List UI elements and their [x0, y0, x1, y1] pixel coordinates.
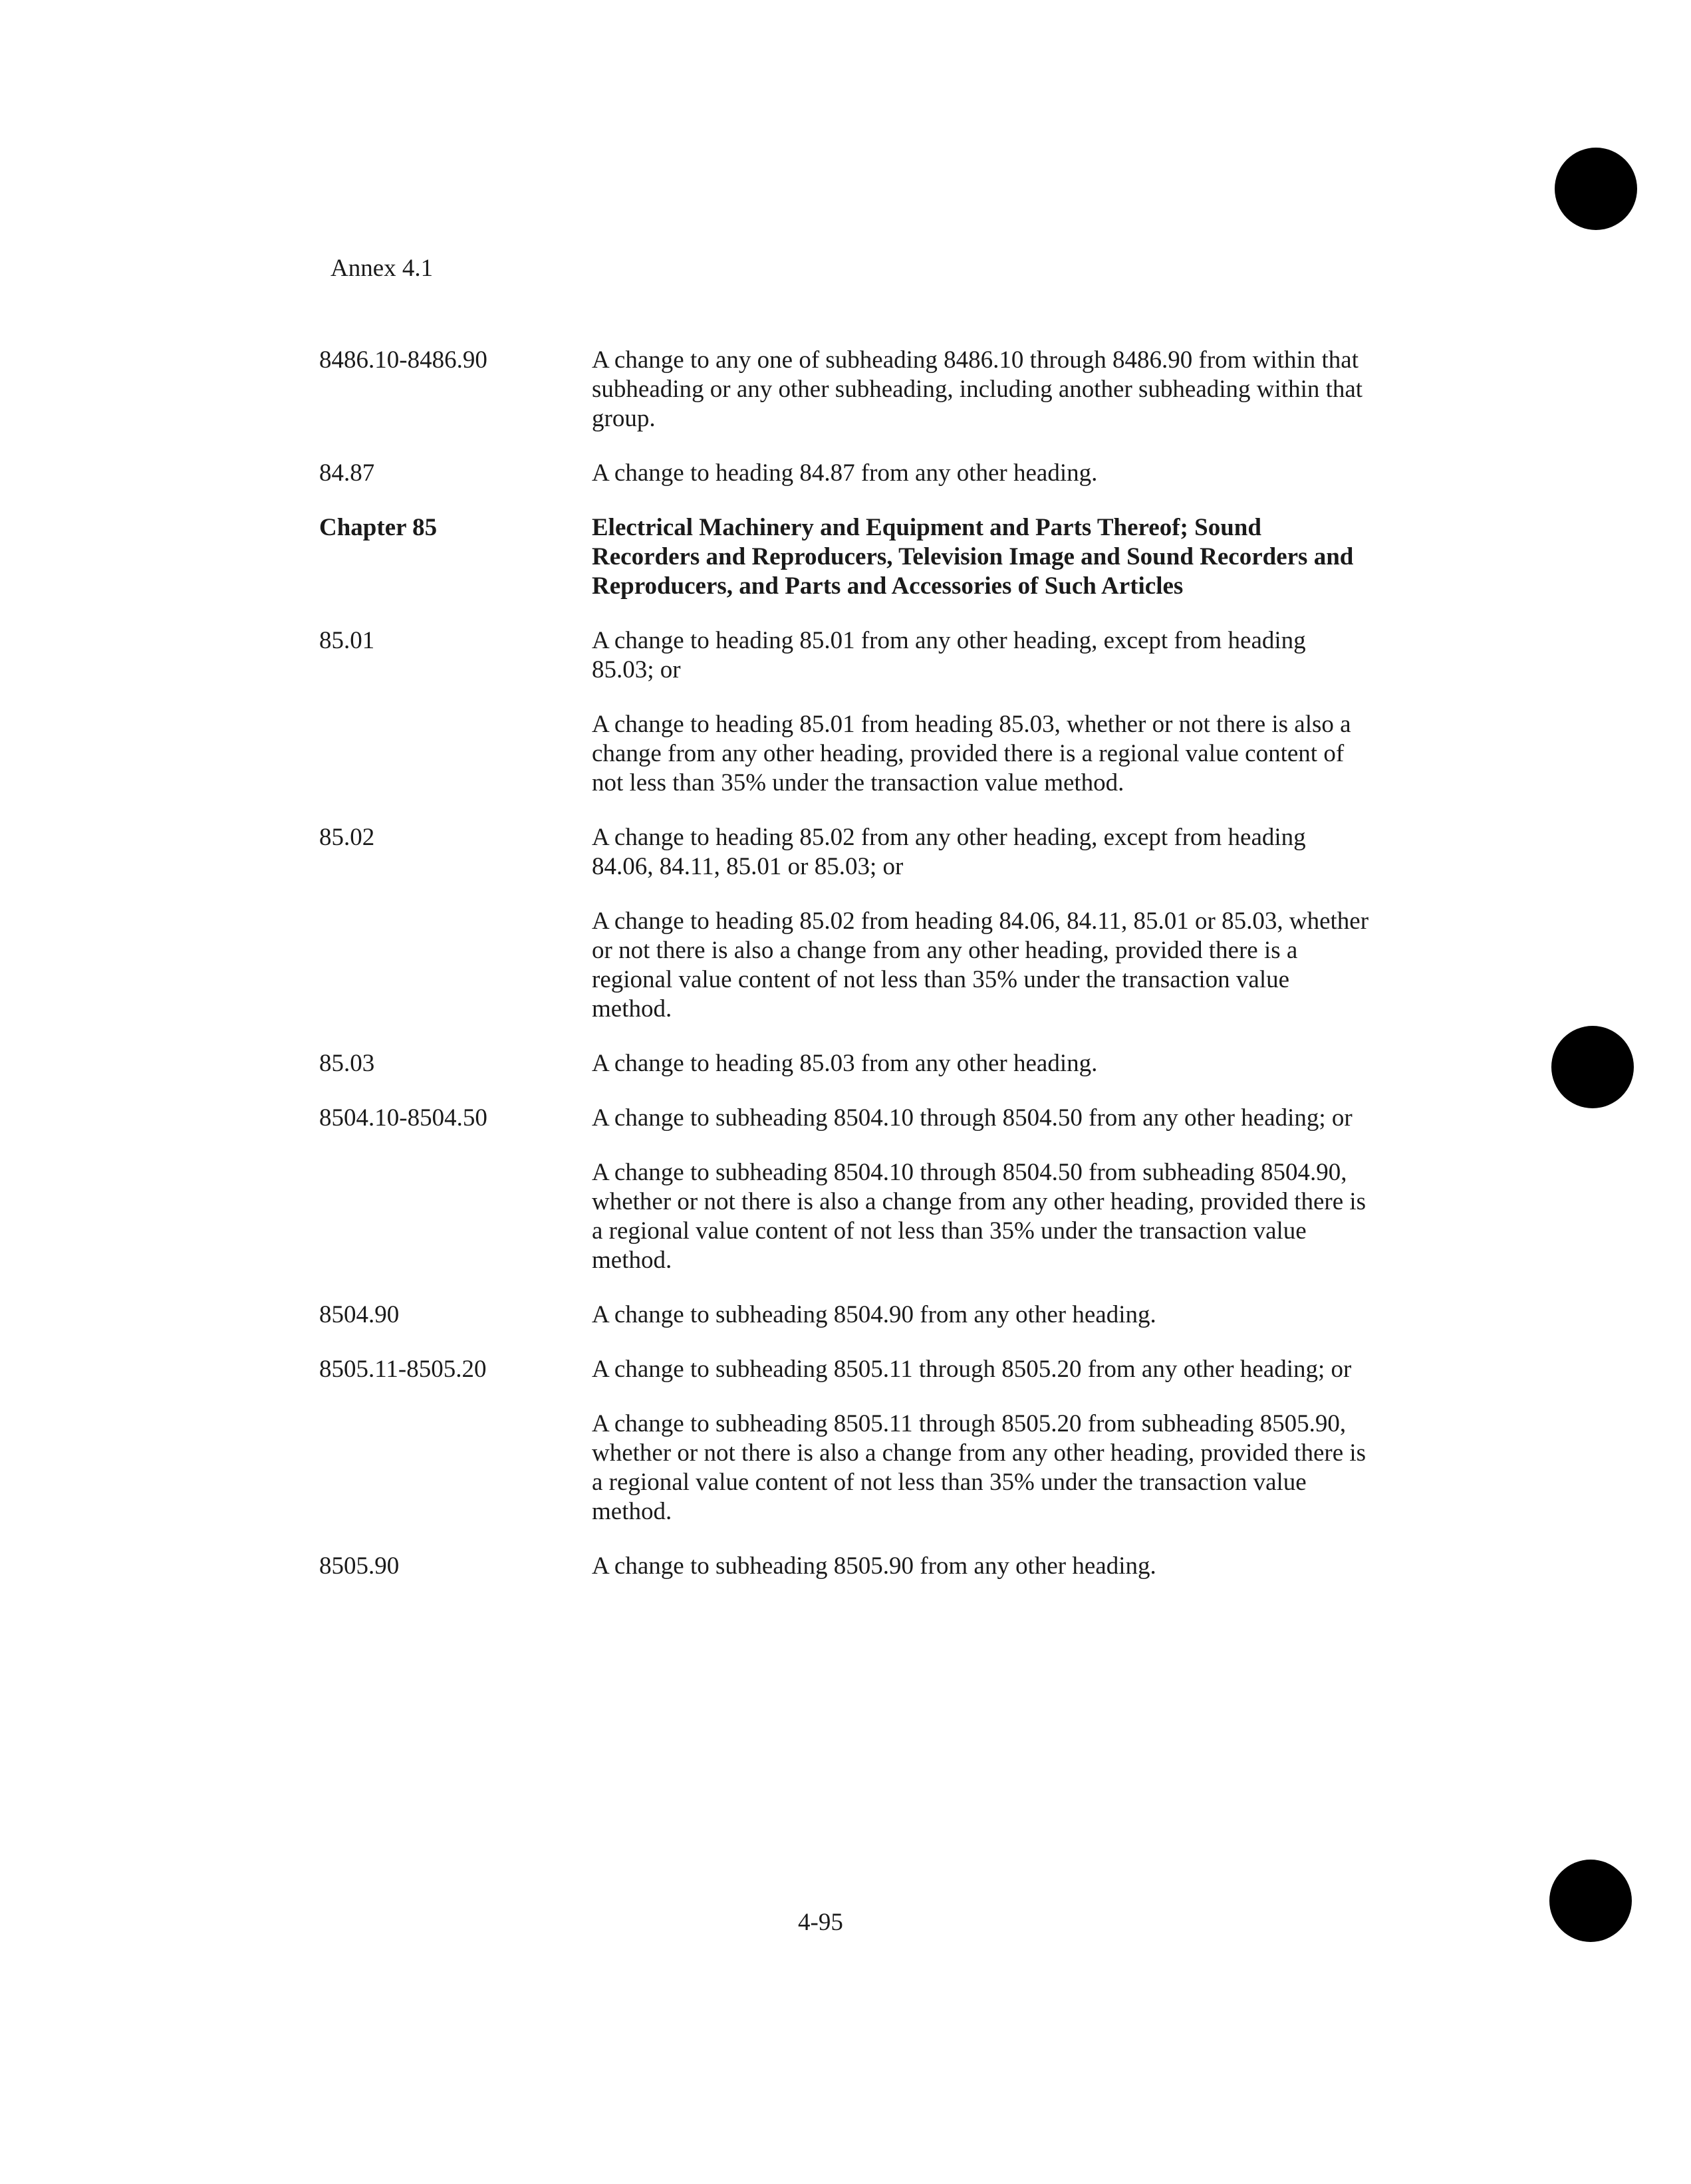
rule-text: A change to subheading 8504.90 from any other heading. — [592, 1301, 1156, 1328]
rule-code: 85.02 — [319, 824, 375, 851]
rule-text: A change to heading 85.01 from heading 85.03, whether or not there is also a change from any other heading, provided there is a regional value content of not less than 35% under the transaction value method. — [592, 711, 1351, 796]
rule-text: A change to any one of subheading 8486.10 through 8486.90 from within that subheading or any other subheading, including another subheading within that group. — [592, 346, 1363, 432]
rule-texts — [592, 459, 1370, 488]
rule-texts — [592, 1104, 1370, 1275]
rule-texts — [592, 1552, 1370, 1581]
rule-code: 8504.10-8504.50 — [319, 1104, 487, 1132]
rule-row — [319, 626, 1370, 798]
rule-text: A change to subheading 8505.11 through 8505.20 from any other heading; or — [592, 1356, 1352, 1383]
rule-text: A change to subheading 8505.90 from any other heading. — [592, 1552, 1156, 1580]
chapter-row — [319, 513, 1370, 601]
rule-row — [319, 1300, 1370, 1330]
punch-hole-bottom — [1549, 1860, 1632, 1942]
rule-texts — [592, 1049, 1370, 1078]
rule-texts — [592, 346, 1370, 433]
rule-text: A change to subheading 8505.11 through 8505.20 from subheading 8505.90, whether or not there is also a change from any other heading, provided there is a regional value content of not less than 35% under the transaction value method. — [592, 1410, 1366, 1525]
rule-row — [319, 1049, 1370, 1078]
punch-hole-middle — [1551, 1026, 1634, 1108]
chapter-label: Chapter 85 — [319, 514, 438, 541]
rule-code: 8486.10-8486.90 — [319, 346, 487, 374]
rule-row — [319, 823, 1370, 1024]
rule-texts — [592, 1355, 1370, 1526]
rule-texts — [592, 1300, 1370, 1330]
rule-row — [319, 1552, 1370, 1581]
rule-row — [319, 459, 1370, 488]
annex-label: Annex 4.1 — [330, 255, 434, 282]
rule-text: A change to subheading 8504.10 through 8504.50 from subheading 8504.90, whether or not there is also a change from any other heading, provided there is a regional value content of not less than 35% under the transaction value method. — [592, 1159, 1366, 1274]
chapter-title: Electrical Machinery and Equipment and Parts Thereof; Sound Recorders and Reproducers, Television Image and Sound Recorders and Reproducers, and Parts and Accessories of Such Articles — [592, 514, 1354, 600]
rule-text: A change to heading 85.03 from any other heading. — [592, 1050, 1098, 1077]
rule-text: A change to heading 84.87 from any other heading. — [592, 459, 1098, 487]
rule-code: 8505.90 — [319, 1552, 400, 1580]
rules-table — [319, 346, 1370, 1606]
rule-texts — [592, 513, 1370, 601]
rule-texts — [592, 823, 1370, 1024]
rule-texts — [592, 626, 1370, 798]
page-number: 4-95 — [798, 1909, 843, 1936]
rule-row — [319, 1355, 1370, 1526]
rule-text: A change to heading 85.02 from heading 84.06, 84.11, 85.01 or 85.03, whether or not there is also a change from any other heading, provided there is a regional value content of not less than 35% under the transaction value method. — [592, 908, 1369, 1023]
punch-hole-top — [1555, 148, 1637, 230]
rule-code: 85.03 — [319, 1050, 375, 1077]
rule-text: A change to subheading 8504.10 through 8504.50 from any other heading; or — [592, 1104, 1353, 1132]
rule-text: A change to heading 85.01 from any other heading, except from heading 85.03; or — [592, 627, 1306, 683]
rule-row — [319, 346, 1370, 433]
rule-code: 85.01 — [319, 627, 375, 654]
rule-code: 8505.11-8505.20 — [319, 1356, 487, 1383]
rule-row — [319, 1104, 1370, 1275]
rule-code: 84.87 — [319, 459, 375, 487]
rule-code: 8504.90 — [319, 1301, 400, 1328]
rule-text: A change to heading 85.02 from any other heading, except from heading 84.06, 84.11, 85.01 or 85.03; or — [592, 824, 1306, 880]
